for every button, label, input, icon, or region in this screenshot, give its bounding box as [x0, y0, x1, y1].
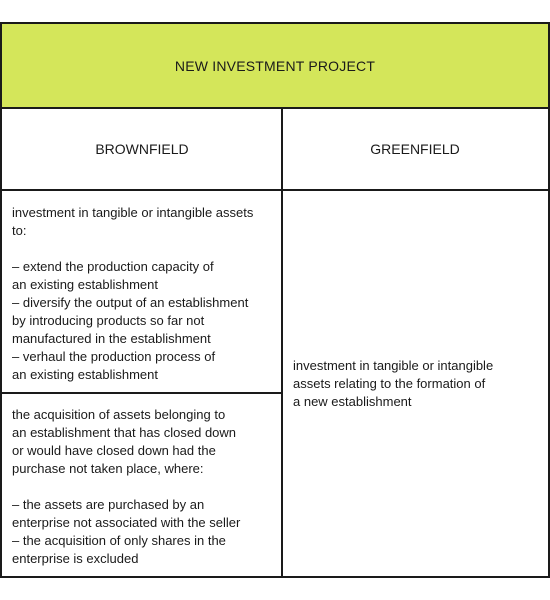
investment-table: [0, 22, 550, 578]
column-header-brownfield: BROWNFIELD: [2, 109, 282, 191]
column-header-greenfield: GREENFIELD: [282, 109, 548, 191]
brownfield-definition-expansion: investment in tangible or intangible assets to: – extend the production capacity of an existing establishment – diversify the output of an establishment by introducing products so far not manufactured in the establishment – verhaul the production process of an existing establishment: [2, 191, 281, 394]
brownfield-definition-acquisition: the acquisition of assets belonging to an establishment that has closed down or would have closed down had the purchase not taken place, where: – the assets are purchased by an enterprise not associated with the seller – the acquisition of only shares in the enterprise is excluded: [12, 407, 241, 566]
table-title: NEW INVESTMENT PROJECT: [2, 24, 548, 109]
greenfield-definition-cell: [283, 191, 548, 576]
greenfield-definition: investment in tangible or intangible assets relating to the formation of a new establishment: [293, 357, 494, 409]
